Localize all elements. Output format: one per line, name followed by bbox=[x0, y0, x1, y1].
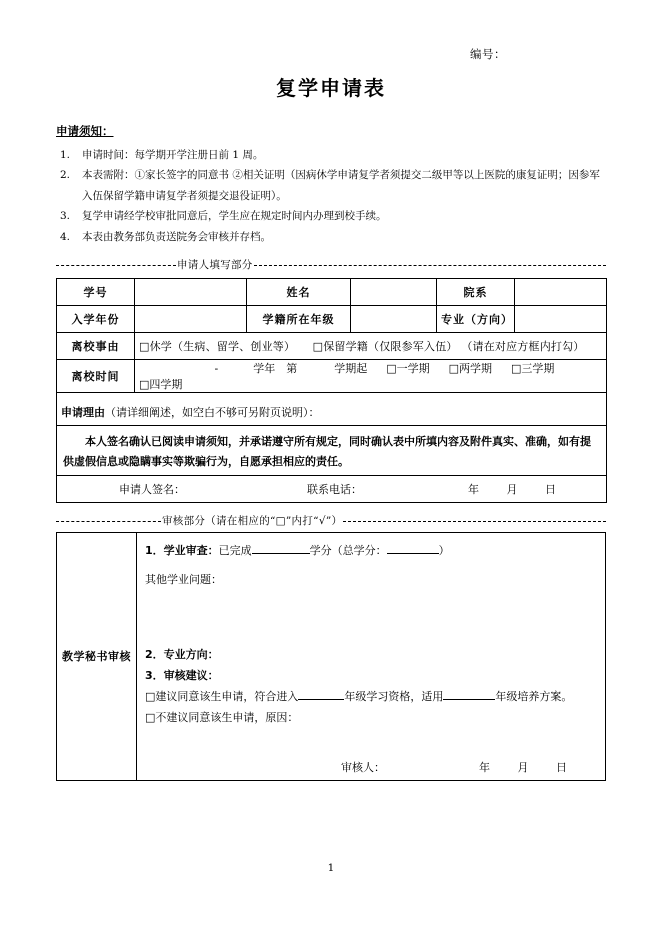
leave-reason-label: 离校事由 bbox=[57, 333, 135, 360]
student-id-label: 学号 bbox=[57, 279, 135, 306]
academic-check-number: 1． bbox=[145, 544, 164, 558]
advice-option-reject[interactable]: □不建议同意该生申请，原因： bbox=[145, 710, 299, 724]
department-label: 院系 bbox=[437, 279, 515, 306]
name-field[interactable] bbox=[351, 279, 437, 306]
table-row bbox=[57, 360, 607, 393]
divider-dash-left bbox=[56, 265, 176, 266]
notice-item-number: 3. bbox=[60, 210, 71, 223]
major-label: 专业（方向） bbox=[437, 306, 515, 333]
reviewer-date-label[interactable]: 年 月 日 bbox=[479, 760, 579, 774]
completed-credits-input[interactable] bbox=[252, 553, 310, 554]
applicant-section-label: 申请人填写部分 bbox=[177, 259, 253, 272]
enrollment-year-field[interactable] bbox=[135, 306, 247, 333]
signature-cell bbox=[57, 475, 607, 502]
leave-time-term-prefix: 第 bbox=[286, 362, 298, 376]
table-row bbox=[57, 532, 606, 780]
major-direction-number: 2． bbox=[145, 647, 164, 661]
signature-row bbox=[61, 481, 602, 497]
table-row bbox=[57, 475, 607, 502]
table-row bbox=[57, 333, 607, 360]
table-row bbox=[57, 306, 607, 333]
applicant-table bbox=[56, 278, 607, 503]
spacer bbox=[145, 562, 597, 570]
leave-duration-checkbox-two-terms[interactable]: □两学期 bbox=[448, 362, 493, 376]
department-field[interactable] bbox=[515, 279, 607, 306]
divider-dash-right bbox=[254, 265, 606, 266]
leave-duration-checkbox-four-terms[interactable]: □四学期 bbox=[139, 378, 183, 392]
name-label: 姓名 bbox=[247, 279, 351, 306]
page-number: 1 bbox=[327, 862, 335, 874]
approve-entry-grade-input[interactable] bbox=[298, 699, 344, 700]
declaration-text: 本人签名确认已阅读申请须知，并承诺遵守所有规定，同时确认表中所填内容及附件真实、准确，如有提供虚假信息或隐瞒事实等欺骗行为，自愿承担相应的责任。 bbox=[63, 435, 591, 468]
advice-option-approve[interactable] bbox=[145, 687, 597, 708]
grade-label: 学籍所在年级 bbox=[247, 306, 351, 333]
review-advice-title: 审核建议： bbox=[163, 668, 219, 682]
page-title: 复学申请表 bbox=[276, 76, 386, 100]
review-section-divider bbox=[56, 513, 606, 528]
major-direction-line bbox=[145, 645, 597, 666]
application-reason-label: 申请理由 bbox=[61, 406, 105, 420]
grade-field[interactable] bbox=[351, 306, 437, 333]
review-section-label: 审核部分（请在相应的“□”内打“√”） bbox=[162, 514, 343, 527]
leave-reason-checkbox-suspension[interactable]: □休学（生病、留学、创业等） bbox=[139, 340, 296, 354]
notice-item-number: 4. bbox=[60, 230, 71, 243]
leave-time-dash: - bbox=[214, 362, 219, 376]
review-advice-number: 3． bbox=[145, 668, 164, 682]
application-reason-header bbox=[61, 404, 602, 420]
leave-duration-checkbox-one-term[interactable]: □一学期 bbox=[386, 362, 430, 376]
notice-heading: 申请须知： bbox=[56, 124, 114, 138]
reviewer-row bbox=[145, 759, 597, 775]
total-credits-label: 学分（总学分： bbox=[309, 544, 387, 558]
advice-approve-part2: 年级学习资格，适用 bbox=[344, 689, 444, 703]
review-advice-line bbox=[145, 666, 597, 687]
total-credits-input[interactable] bbox=[387, 553, 439, 554]
document-number-label: 编号： bbox=[470, 47, 506, 61]
review-role-label: 教学秘书审核 bbox=[57, 532, 137, 780]
divider-dash-left bbox=[56, 521, 161, 522]
contact-phone-label[interactable]: 联系电话： bbox=[307, 482, 362, 496]
applicant-section-divider bbox=[56, 257, 606, 272]
application-reason-cell[interactable] bbox=[57, 393, 607, 426]
notice-item bbox=[56, 206, 606, 226]
signature-date-label[interactable]: 年 月 日 bbox=[468, 482, 568, 496]
notice-item-text: 申请时间：每学期开学注册日前 1 周。 bbox=[82, 149, 264, 161]
notice-item-text: 复学申请经学校审批同意后，学生应在规定时间内办理到校手续。 bbox=[82, 210, 387, 223]
divider-dash-right bbox=[343, 521, 606, 522]
student-id-field[interactable] bbox=[135, 279, 247, 306]
leave-reason-hint: （请在对应方框内打勾） bbox=[461, 340, 585, 354]
leave-time-year-unit: 学年 bbox=[253, 362, 276, 376]
advice-approve-part1: □建议同意该生申请，符合进入 bbox=[145, 689, 299, 703]
academic-check-suffix: ） bbox=[438, 544, 450, 558]
notice-item bbox=[56, 145, 606, 165]
table-row bbox=[57, 393, 607, 426]
academic-check-line bbox=[145, 541, 597, 562]
leave-time-term-unit: 学期起 bbox=[334, 362, 368, 376]
declaration-cell bbox=[57, 426, 607, 476]
notice-list bbox=[56, 145, 606, 247]
review-content-cell bbox=[137, 532, 606, 780]
notice-item-text: 本表需附：①家长签字的同意书 ②相关证明（因病休学申请复学者须提交二级甲等以上医院的康复证明；因参军入伍保留学籍申请复学者须提交退役证明）。 bbox=[82, 169, 600, 202]
approve-program-grade-input[interactable] bbox=[443, 699, 495, 700]
table-row bbox=[57, 279, 607, 306]
notice-item bbox=[56, 227, 606, 247]
notice-item-text: 本表由教务部负责送院务会审核并存档。 bbox=[82, 230, 271, 243]
table-row bbox=[57, 426, 607, 476]
notice-item-number: 2. bbox=[60, 169, 71, 182]
review-table bbox=[56, 532, 606, 781]
notice-item-number: 1. bbox=[60, 149, 71, 161]
application-reason-hint: （请详细阐述，如空白不够可另附页说明）： bbox=[105, 406, 320, 420]
leave-reason-options bbox=[135, 333, 607, 360]
major-field[interactable] bbox=[515, 306, 607, 333]
enrollment-year-label: 入学年份 bbox=[57, 306, 135, 333]
leave-time-options bbox=[135, 360, 607, 393]
leave-reason-checkbox-military[interactable]: □保留学籍（仅限参军入伍） bbox=[312, 340, 458, 354]
reviewer-label[interactable]: 审核人： bbox=[341, 760, 385, 774]
major-direction-title: 专业方向： bbox=[163, 647, 219, 661]
applicant-signature-label[interactable]: 申请人签名： bbox=[119, 482, 185, 496]
academic-check-title: 学业审查： bbox=[163, 544, 219, 558]
leave-time-label: 离校时间 bbox=[57, 360, 135, 393]
advice-approve-part3: 年级培养方案。 bbox=[495, 689, 573, 703]
completed-credits-prefix: 已完成 bbox=[218, 544, 252, 558]
other-issues-label[interactable]: 其他学业问题： bbox=[145, 573, 222, 587]
notice-item bbox=[56, 165, 606, 206]
leave-duration-checkbox-three-terms[interactable]: □三学期 bbox=[511, 362, 555, 376]
spacer bbox=[145, 591, 597, 645]
